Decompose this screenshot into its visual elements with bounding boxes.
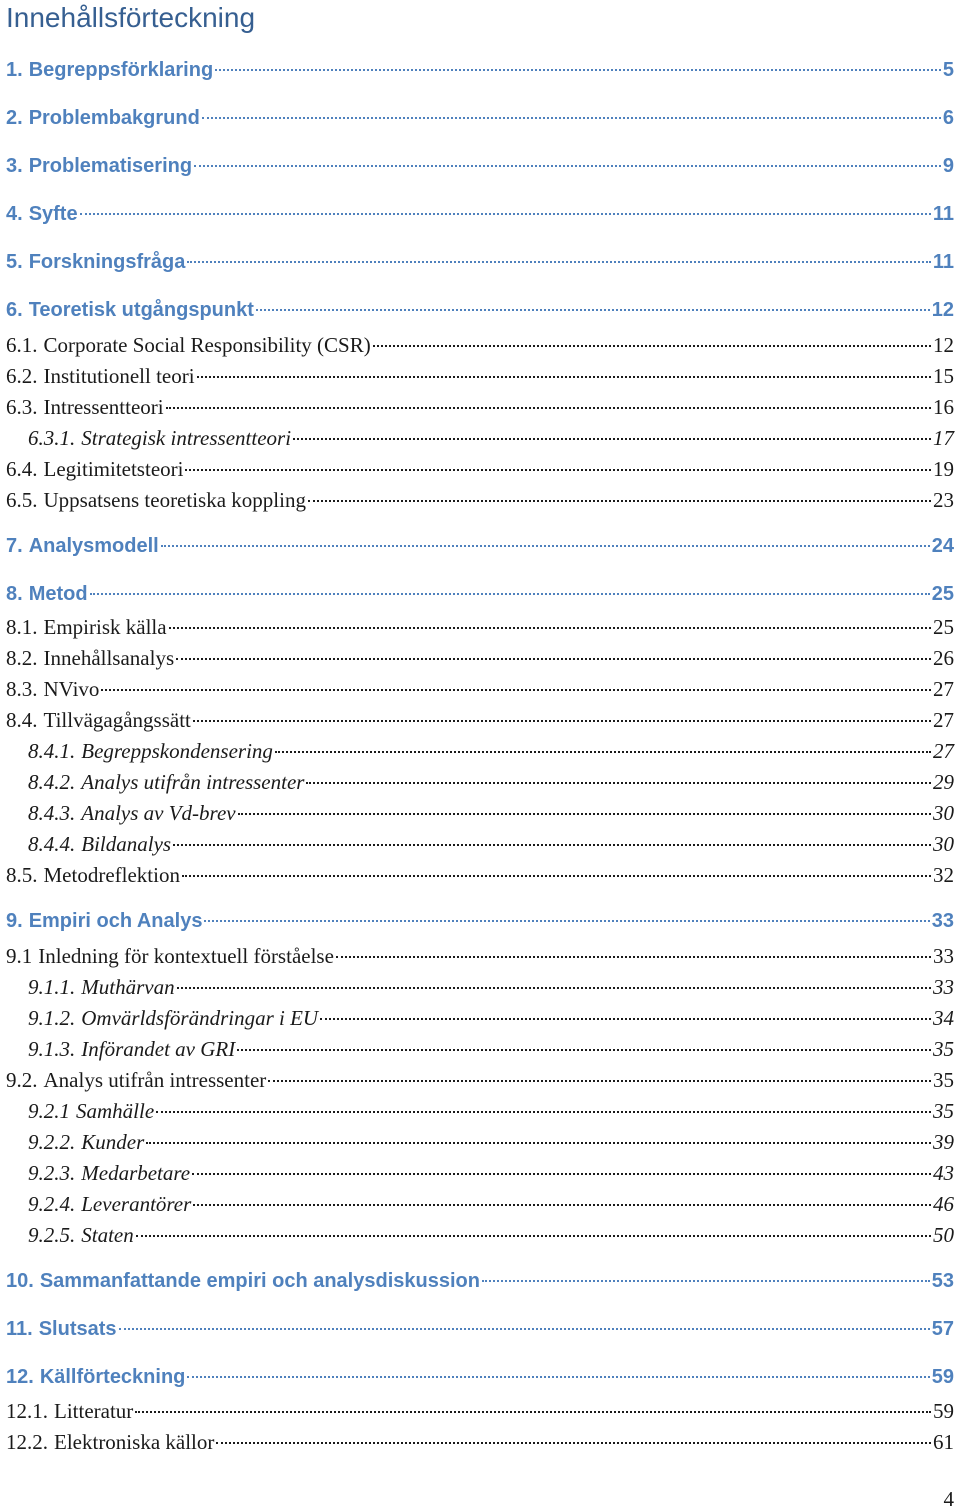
toc-entry-title: Införandet av GRI [81,1037,236,1061]
toc-entry[interactable] [6,56,954,84]
toc-entry-page: 17 [933,426,954,450]
toc-entry-title: Begreppskondensering [81,739,273,763]
dot-leader [215,69,941,71]
toc-entry-number: 10. [6,1270,34,1292]
toc-entry-number: 9.1.3. [28,1037,76,1061]
toc-entry[interactable] [6,675,954,703]
toc-entry-title: Omvärldsförändringar i EU [81,1006,319,1030]
page-title: Innehållsförteckning [6,2,256,33]
toc-entry-page: 27 [933,708,954,732]
toc-entry[interactable] [6,1428,954,1456]
dot-leader [373,345,931,347]
toc-entry-number: 8.4. [6,708,38,732]
toc-entry-number: 12. [6,1366,34,1388]
dot-leader [320,1018,931,1020]
toc-entry-page: 35 [933,1099,954,1123]
dot-leader [293,438,931,440]
dot-leader [101,689,931,691]
dot-leader [135,1411,931,1413]
toc-entry[interactable] [28,768,954,796]
dot-leader [237,1049,931,1051]
toc-entry-title: Teoretisk utgångspunkt [28,299,254,321]
toc-entry-page: 46 [933,1192,954,1216]
toc-entry-title: Uppsatsens teoretiska koppling [43,488,306,512]
toc-entry-number: 11. [6,1318,33,1340]
dot-leader [119,1328,930,1330]
toc-entry-page: 11 [932,251,954,273]
toc-entry-title: Problematisering [28,155,193,177]
toc-entry-number: 1. [6,59,23,81]
toc-entry-page: 27 [933,677,954,701]
toc-entry-number: 8.4.4. [28,832,76,856]
toc-entry-page: 11 [932,203,954,225]
dot-leader [197,376,931,378]
toc-entry-page: 12 [931,299,954,321]
dot-leader [161,545,930,547]
toc-entry[interactable] [6,455,954,483]
dot-leader [216,1442,931,1444]
toc-entry-title: Analys utifrån intressenter [81,770,305,794]
toc-entry[interactable] [6,706,954,734]
toc-entry-page: 5 [942,59,954,81]
toc-entry[interactable] [6,296,954,324]
toc-entry-title: Analys av Vd-brev [81,801,236,825]
toc-entry[interactable] [28,737,954,765]
dot-leader [156,1111,931,1113]
dot-leader [193,720,931,722]
toc-entry-number: 9.2.2. [28,1130,76,1154]
toc-entry-number: 6.3. [6,395,38,419]
toc-entry-number: 9.2.4. [28,1192,76,1216]
toc-entry[interactable] [6,393,954,421]
toc-entry[interactable] [6,907,954,935]
toc-entry-title: Intressentteori [43,395,164,419]
toc-entry-title: Forskningsfråga [28,251,186,273]
toc-entry-page: 27 [933,739,954,763]
toc-entry-number: 6.3.1. [28,426,76,450]
dot-leader [182,875,931,877]
toc-entry[interactable] [28,1159,954,1187]
toc-entry-title: Analys utifrån intressenter [43,1068,267,1092]
toc-entry-page: 33 [933,944,954,968]
toc-entry-number: 6.1. [6,333,38,357]
toc-entry-number: 8. [6,583,23,605]
toc-entry[interactable] [28,799,954,827]
dot-leader [194,165,941,167]
toc-entry-page: 35 [933,1037,954,1061]
toc-entry-page: 23 [933,488,954,512]
toc-entry[interactable] [28,973,954,1001]
toc-entry[interactable] [6,644,954,672]
toc-entry[interactable] [6,1066,954,1094]
dot-leader [187,1376,929,1378]
dot-leader [136,1235,931,1237]
toc-entry-title: Muthärvan [81,975,175,999]
dot-leader [187,261,930,263]
toc-entry-title: Innehållsanalys [43,646,175,670]
toc-entry-page: 32 [933,863,954,887]
toc-entry-number: 8.4.2. [28,770,76,794]
toc-entry-number: 8.5. [6,863,38,887]
toc-entry-title: Staten [81,1223,134,1247]
toc-entry[interactable] [6,861,954,889]
toc-entry[interactable] [6,1363,954,1391]
toc-entry-title: Syfte [28,203,78,225]
toc-entry-title: Leverantörer [81,1192,192,1216]
toc-entry[interactable] [6,613,954,641]
toc-entry-page: 34 [933,1006,954,1030]
toc-entry-page: 33 [933,975,954,999]
toc-entry-number: 12.2. [6,1430,48,1454]
dot-leader [306,782,931,784]
toc-entry[interactable] [6,248,954,276]
toc-entry-number: 6.2. [6,364,38,388]
toc-entry[interactable] [6,486,954,514]
toc-entry-page: 29 [933,770,954,794]
dot-leader [176,658,931,660]
toc-entry[interactable] [28,1221,954,1249]
toc-entry-title: Källförteckning [39,1366,186,1388]
toc-entry[interactable] [28,1097,954,1125]
dot-leader [192,1173,931,1175]
toc-entry-page: 6 [942,107,954,129]
dot-leader [202,117,941,119]
toc-entry-page: 59 [933,1399,954,1423]
toc-entry-number: 3. [6,155,23,177]
toc-entry[interactable] [28,1190,954,1218]
toc-entry-page: 9 [942,155,954,177]
toc-entry-number: 9.1.1. [28,975,76,999]
toc-entry-page: 39 [933,1130,954,1154]
dot-leader [256,309,930,311]
toc-entry-page: 16 [933,395,954,419]
toc-entry-title: Empiri och Analys [28,910,203,932]
toc-entry-title: NVivo [43,677,100,701]
toc-entry[interactable] [28,830,954,858]
toc-entry-number: 9.2.1 [28,1099,70,1123]
toc-entry-page: 50 [933,1223,954,1247]
toc-entry-number: 7. [6,535,23,557]
toc-entry[interactable] [6,1397,954,1425]
dot-leader [308,500,931,502]
toc-entry-page: 12 [933,333,954,357]
toc-entry-number: 2. [6,107,23,129]
dot-leader [80,213,931,215]
dot-leader [275,751,931,753]
toc-entry-number: 6.4. [6,457,38,481]
toc-entry-page: 43 [933,1161,954,1185]
dot-leader [193,1204,931,1206]
toc-entry-page: 26 [933,646,954,670]
toc-entry[interactable] [6,942,954,970]
dot-leader [268,1080,931,1082]
toc-entry[interactable] [6,1267,954,1295]
toc-entry-title: Inledning för kontextuell förståelse [38,944,334,968]
toc-entry-page: 24 [931,535,954,557]
dot-leader [173,844,931,846]
toc-entry-title: Analysmodell [28,535,159,557]
toc-entry-number: 9.1 [6,944,33,968]
toc-entry-page: 35 [933,1068,954,1092]
toc-entry-number: 6. [6,299,23,321]
dot-leader [177,987,931,989]
dot-leader [336,956,931,958]
toc-entry-title: Empirisk källa [43,615,167,639]
toc-entry[interactable] [28,1004,954,1032]
toc-entry-number: 9.1.2. [28,1006,76,1030]
toc-entry-page: 59 [931,1366,954,1388]
toc-entry[interactable] [6,580,954,608]
toc-entry-number: 8.1. [6,615,38,639]
toc-entry-title: Strategisk intressentteori [81,426,292,450]
toc-entry-title: Samhälle [76,1099,155,1123]
toc-entry-number: 8.4.1. [28,739,76,763]
toc-entry-page: 25 [931,583,954,605]
dot-leader [166,407,931,409]
toc-entry-title: Problembakgrund [28,107,200,129]
toc-entry-title: Legitimitetsteori [43,457,184,481]
toc-entry-number: 5. [6,251,23,273]
dot-leader [482,1280,930,1282]
dot-leader [238,813,931,815]
toc-entry-page: 30 [933,801,954,825]
toc-entry-title: Litteratur [54,1399,134,1423]
toc-entry-page: 53 [931,1270,954,1292]
toc-entry[interactable] [28,1035,954,1063]
toc-entry-title: Sammanfattande empiri och analysdiskussion [39,1270,480,1292]
toc-entry-page: 30 [933,832,954,856]
dot-leader [90,593,930,595]
toc-entry-number: 8.3. [6,677,38,701]
toc-entry-number: 9.2. [6,1068,38,1092]
toc-entry-page: 19 [933,457,954,481]
toc-entry-number: 9. [6,910,23,932]
toc-entry-number: 9.2.5. [28,1223,76,1247]
toc-entry-title: Slutsats [38,1318,117,1340]
toc-entry[interactable] [28,1128,954,1156]
toc-entry-title: Kunder [81,1130,145,1154]
toc-entry-number: 12.1. [6,1399,48,1423]
toc-entry-title: Corporate Social Responsibility (CSR) [43,333,371,357]
toc-entry-page: 61 [933,1430,954,1454]
dot-leader [204,920,929,922]
toc-entry-page: 15 [933,364,954,388]
toc-entry-title: Begreppsförklaring [28,59,214,81]
dot-leader [185,469,931,471]
toc-entry-number: 6.5. [6,488,38,512]
toc-entry[interactable] [6,104,954,132]
toc-entry-page: 33 [931,910,954,932]
toc-entry-number: 9.2.3. [28,1161,76,1185]
dot-leader [146,1142,931,1144]
toc-entry[interactable] [6,152,954,180]
toc-entry-number: 8.4.3. [28,801,76,825]
toc-entry-number: 8.2. [6,646,38,670]
toc-entry-title: Institutionell teori [43,364,195,388]
toc-entry-title: Medarbetare [81,1161,191,1185]
toc-entry-title: Metod [28,583,88,605]
toc-entry[interactable] [6,1315,954,1343]
toc-entry-number: 4. [6,203,23,225]
toc-entry[interactable] [6,331,954,359]
toc-entry[interactable] [6,200,954,228]
toc-entry-title: Tillvägagångssätt [43,708,191,732]
toc-entry[interactable] [28,424,954,452]
toc-entry-title: Elektroniska källor [54,1430,215,1454]
page-number: 4 [943,1487,954,1511]
toc-entry[interactable] [6,532,954,560]
dot-leader [169,627,931,629]
toc-entry-title: Metodreflektion [43,863,180,887]
toc-entry[interactable] [6,362,954,390]
toc-entry-title: Bildanalys [81,832,172,856]
toc-entry-page: 57 [931,1318,954,1340]
toc-entry-page: 25 [933,615,954,639]
